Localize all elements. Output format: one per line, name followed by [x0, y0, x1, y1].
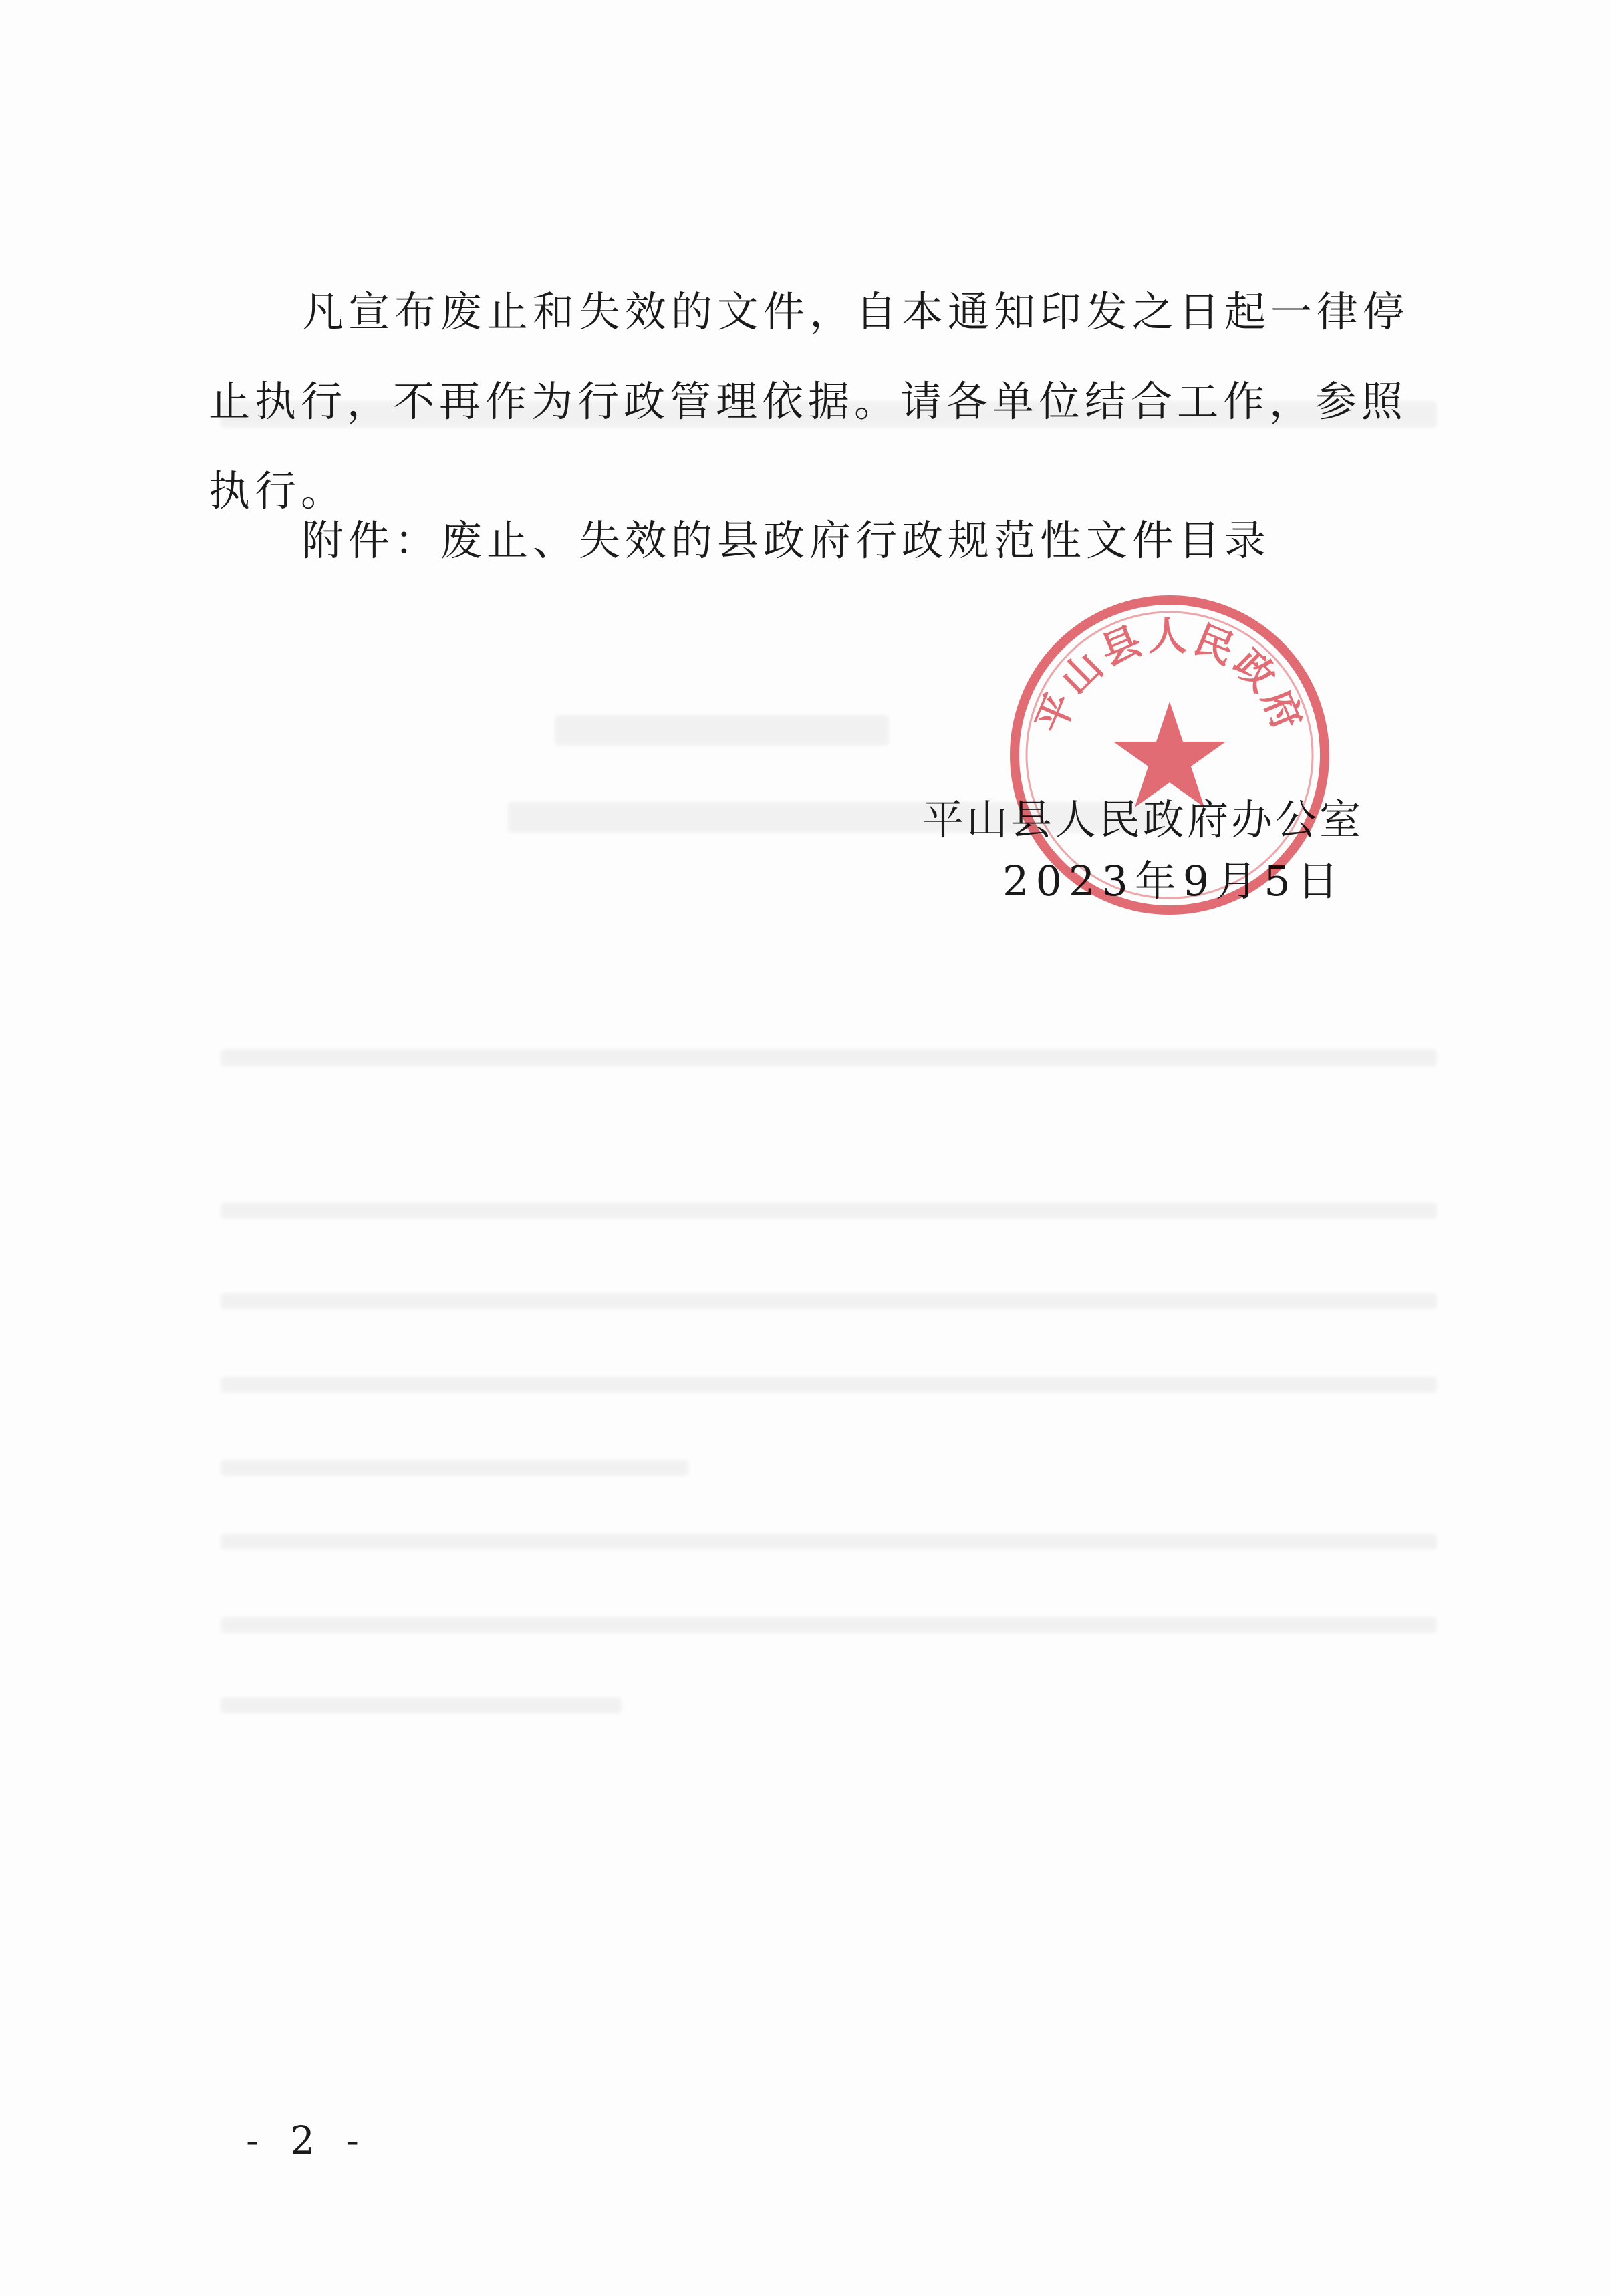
body-paragraph-text: 凡宣布废止和失效的文件，自本通知印发之日起一律停止执行，不再作为行政管理依据。请各单位结合工作，参照执行。	[209, 287, 1410, 515]
page-number: - 2 -	[246, 2118, 368, 2163]
bleed-through-mark	[221, 1697, 622, 1713]
bleed-through-mark	[221, 1203, 1437, 1219]
bleed-through-mark	[221, 1460, 688, 1476]
bleed-through-mark	[221, 1617, 1437, 1633]
attachment-text: 附件：废止、失效的县政府行政规范性文件目录	[302, 516, 1271, 565]
bleed-through-mark	[221, 1049, 1437, 1066]
official-seal-icon	[1002, 588, 1337, 922]
seal-text: 平山县人民政府	[1027, 613, 1313, 740]
bleed-through-mark	[221, 1293, 1437, 1309]
issue-date: 2023年9月5日	[1002, 857, 1345, 905]
bleed-through-mark	[221, 1534, 1437, 1550]
attachment-line	[209, 496, 1452, 585]
issuing-organization: 平山县人民政府办公室	[922, 795, 1364, 844]
bleed-through-mark	[221, 1377, 1437, 1393]
bleed-through-mark	[555, 715, 889, 746]
